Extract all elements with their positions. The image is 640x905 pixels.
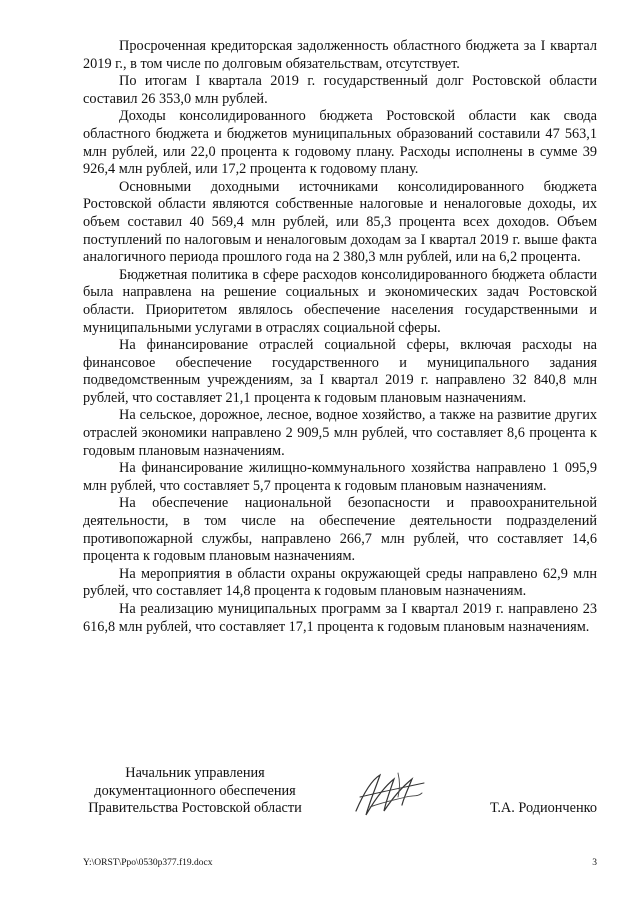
- file-path: Y:\ORST\Ppo\0530p377.f19.docx: [83, 858, 213, 868]
- position-line: Правительства Ростовской области: [88, 800, 302, 817]
- page-footer: [83, 857, 597, 871]
- signatory-name: Т.А. Родионченко: [490, 800, 597, 816]
- position-line: документационного обеспечения: [94, 782, 296, 799]
- paragraph-economy-sectors: На сельское, дорожное, лесное, водное хозяйство, а также на развитие других отраслей экономики направлено 2 909,5 млн рублей, что составляет 8,6 процента к годовым плановым назначениям.: [83, 407, 597, 459]
- signatory-position: [65, 765, 325, 818]
- paragraph-state-debt: По итогам I квартала 2019 г. государственный долг Ростовской области составил 26 353,0 млн рублей.: [83, 73, 597, 107]
- page-number: 3: [592, 858, 597, 868]
- document-body: [83, 38, 597, 636]
- paragraph-municipal-programs: На реализацию муниципальных программ за I квартал 2019 г. направлено 23 616,8 млн рублей, что составляет 17,1 процента к годовым плановым назначениям.: [83, 601, 597, 635]
- signature-block: [0, 765, 640, 825]
- paragraph-social-sphere: На финансирование отраслей социальной сферы, включая расходы на финансовое обеспечение государственного и муниципального задания подведомственным учреждениям, за I квартал 2019 г. направлено 32 840,8 млн рублей, что составляет 21,1 процента к годовым плановым назначениям.: [83, 337, 597, 406]
- handwritten-signature: [350, 767, 430, 823]
- paragraph-housing-utilities: На финансирование жилищно-коммунального хозяйства направлено 1 095,9 млн рублей, что составляет 5,7 процента к годовым плановым назначениям.: [83, 460, 597, 494]
- paragraph-budget-policy: Бюджетная политика в сфере расходов консолидированного бюджета области была направлена на решение социальных и экономических задач Ростовской области. Приоритетом являлось обеспечение населения государственными и муниципальными услугами в отраслях социальной сферы.: [83, 266, 597, 336]
- paragraph-overdue-debt: Просроченная кредиторская задолженность областного бюджета за I квартал 2019 г., в том числе по долговым обязательствам, отсутствует.: [83, 38, 597, 72]
- position-line: Начальник управления: [125, 765, 265, 781]
- paragraph-national-security: На обеспечение национальной безопасности и правоохранительной деятельности, в том числе на обеспечение деятельности подразделений противопожарной службы, направлено 266,7 млн рублей, что составляет 14,6 процента к годовым плановым назначениям.: [83, 495, 597, 565]
- paragraph-environment: На мероприятия в области охраны окружающей среды направлено 62,9 млн рублей, что составляет 14,8 процента к годовым плановым назначениям.: [83, 565, 597, 600]
- paragraph-revenue-sources: Основными доходными источниками консолидированного бюджета Ростовской области являются собственные налоговые и неналоговые доходы, их объем составил 40 569,4 млн рублей, или 85,3 процента всех доходов. Объем поступлений по налоговым и неналоговым доходам за I квартал 2019 г. выше факта аналогичного периода прошлого года на 2 380,3 млн рублей, или на 6,2 процента.: [83, 178, 597, 266]
- paragraph-revenues-expenses: Доходы консолидированного бюджета Ростовской области как свода областного бюджета и бюджетов муниципальных образований составили 47 563,1 млн рублей, или 22,0 процента к годовому плану. Расходы исполнены в сумме 39 926,4 млн рублей, или 17,2 процента к годовому плану.: [83, 108, 597, 178]
